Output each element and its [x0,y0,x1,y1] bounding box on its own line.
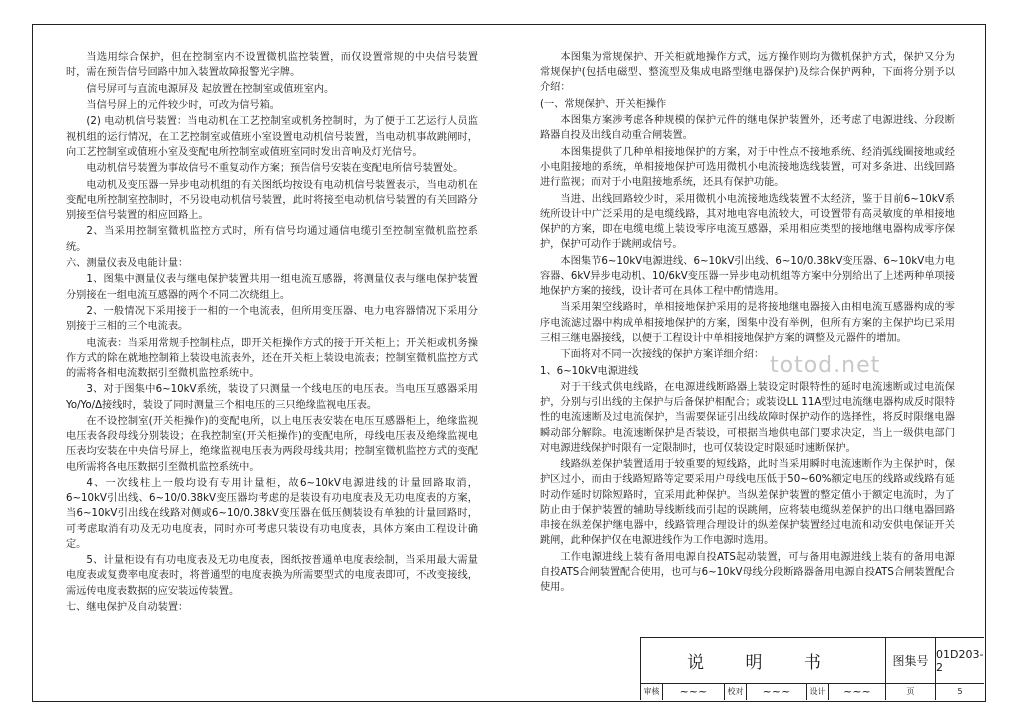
left-paragraph: 5、计量柜设有有功电度表及无功电度表，图纸按普通单电度表绘制，当采用最大需量电度表或复费率电度表时，将普通型的电度表换为所需要型式的电度表即可，不改变接线，需远传电度表数据的应安装远传装置。 [66,555,478,597]
right-paragraph: 本图集节6~10kV电源进线、6~10kV引出线、6~10/0.38kV变压器、6~10kV电力电容器、6kV异步电动机、10/6kV变压器一异步电动机组等方案中分别给出了上述两种单项接地保护方案的接线，设计者可在具体工程中酌情选用。 [540,255,955,297]
left-paragraph: 电动机及变压器一异步电动机组的有关图纸均按设有电动机信号装置表示，当电动机在变配电所控制室控制时，不另设电动机信号装置，此时将接至电动机信号装置的有关回路分别接至信号装置的相应回路上。 [66,179,478,221]
document-title: 说 明 书 [641,638,886,683]
check-signature: ~~~ [747,683,807,700]
review-signature: ~~~ [663,683,725,700]
left-paragraph: 在不设控制室(开关柜操作)的变配电所，以上电压表安装在电压互感器柜上，绝缘监视电压表各段母线分别装设；在我控制室(开关柜操作)的变配电所，母线电压表及绝缘监视电压表均安装在中央信号屏上，绝缘监视电压表为两段母线共用；控制室微机监控方式的变配电所需将各电压数据引至微机监控系统中。 [66,415,478,473]
left-paragraph: 1、图集中测量仪表与继电保护装置共用一组电流互感器，将测量仪表与继电保护装置分别接在一组电流互感器的两个不同二次绕组上。 [66,274,478,301]
left-column [66,50,478,616]
right-paragraph: 线路纵差保护装置适用于较重要的短线路，此时当采用瞬时电流速断作为主保护时，保护区过小，而由于线路短路等定要采用户母线电压低于50~60%额定电压的线路或线路有延时动作延时切除短路时，宜采用此种保护。当纵差保护装置的整定值小于额定电流时，为了防止由于保护装置的辅助导线断线而引起的误跳闸，应将装电缆纵差保护的出口继电器回路串接在纵差保护继电器中，线路管理合理设计的纵差保护装置经过电流和动安供电保证开关跳闸，此种保护仅在电源进线作为工作电源时选用。 [540,459,955,547]
right-paragraph: 当进、出线回路较少时，采用微机小电流接地选线装置不太经济，鉴于目前6~10kV系统所设计中广泛采用的是电缆线路，其对地电容电流较大，可设置带有高灵敏度的单相接地保护的方案，即在电缆电缆上装设零序电流互感器，采用相应类型的接地继电器构成零序保护，保护可动作于跳闸或信号。 [540,193,955,251]
left-paragraph: (2) 电动机信号装置：当电动机在工艺控制室或机务控制时，为了便于工艺运行人员监视机组的运行情况，在工艺控制室或值班小室设置电动机信号装置，当电动机事故跳闸时，向工艺控制室或值班小室及变配电所控制室或值班室同时发出音响及灯光信号。 [66,116,478,158]
section-heading: 1、6~10kV电源进线 [540,365,639,377]
title-block-top-row [641,638,984,684]
left-paragraph: 2、当采用控制室微机监控方式时，所有信号均通过通信电缆引至控制室微机监控系统。 [66,226,478,253]
watermark-text: totod.net [770,353,881,378]
section-heading: 七、继电保护及自动装置： [66,601,189,613]
left-paragraph: 2、一般情况下采用接于一相的一个电流表，但所用变压器、电力电容器情况下采用分别接于三相的三个电流表。 [66,305,478,333]
atlas-number-value: 01D203-2 [936,647,984,674]
left-paragraph: 3、对于图集中6~10kV系统，装设了只测量一个线电压的电压表。当电压互感器采用Yo/Yo/Δ接线时，装设了同时测量三个相电压的三只绝缘监视电压表。 [66,384,478,411]
left-paragraph: 当信号屏上的元件较少时，可改为信号箱。 [86,99,280,111]
right-paragraph: 下面将对不同一次接线的保护方案详细介绍： [560,349,765,361]
design-label: 设计 [807,683,829,700]
right-paragraph: 当采用架空线路时，单相接地保护采用的是将接地继电器接入由相电流互感器构成的零序电流滤过器中构成单相接地保护的方案，图集中没有举例，但所有方案的主保护均已采用三相三继电器接线，以便于工程设计中单相接地保护方案的调整及元器件的增加。 [540,302,955,344]
design-signature: ~~~ [829,683,886,700]
title-block-sign-row [641,683,984,700]
page-number: 5 [957,687,963,696]
right-paragraph: 本图集方案涉考虑各种规模的保护元件的继电保护装置外，还考虑了电源进线、分段断路器自投及出线自动重合闸装置。 [540,115,955,142]
page-label: 页 [886,683,936,700]
right-paragraph: 工作电源进线上装有备用电源自投ATS起动装置，可与备用电源进线上装有的备用电源自投ATS合闸装置配合使用，也可与6~10kV母线分段断路器备用电源自投ATS合闸装置配合使用。 [540,551,955,593]
left-paragraph: 信号屏可与直流电源屏及 起放置在控制室或值班室内。 [86,83,335,95]
left-paragraph: 当选用综合保护，但在控制室内不设置微机监控装置，而仅设置常规的中央信号装置时，需在预告信号回路中加入装置故障报警光字牌。 [66,52,478,79]
atlas-number-label: 图集号 [886,638,936,683]
title-block [640,637,984,700]
left-paragraph: 电动机信号装置为事故信号不重复动作方案；预告信号安装在变配电所信号装置处。 [86,163,464,175]
review-label: 审核 [641,683,663,700]
right-column [540,50,955,596]
right-paragraph: 本图集为常规保护、开关柜就地操作方式，远方操作则均为微机保护方式，保护又分为常规保护(包括电磁型、整流型及集成电路型继电器保护)及综合保护两种，下面将分别予以介绍： [540,52,955,94]
check-label: 校对 [725,683,747,700]
right-paragraph: 对于干线式供电线路，在电源进线断路器上装设定时限特性的延时电流速断或过电流保护，分别与引出线的主保护与后备保护相配合；或装设LL 11A型过电流继电器构成反时限特性的电流速断及过电流保护，当需要保证引出线故障时保护动作的选择性，将反时限继电器瞬动部分解除。电流速断保护是否装设，可根据当地供电部门要求决定，当上一级供电部门对电源进线保护时限有一定限制时，也可仅装设定时限延时速断保护。 [540,381,955,454]
section-heading: (一、常规保护、开关柜操作 [540,98,667,110]
section-heading: 六、测量仪表及电能计量： [66,257,189,269]
right-paragraph: 本图集提供了几种单相接地保护的方案，对于中性点不接地系统、经消弧线圈接地或经小电阻接地的系统，单相接地保护可选用微机小电流接地选线装置，可对多条进、出线回路进行监视；而对于小电阻接地系统，还具有保护功能。 [540,146,955,189]
left-paragraph: 4、一次线柱上一般均设有专用计量柜，故6~10kV电源进线的计量回路取消，6~10kV引出线、6~10/0.38kV变压器均考虑的是装设有功电度表及无功电度表的方案，当6~10kV引出线在线路对侧或6~10/0.38kV变压器在低压侧装设有单独的计量回路时，可考虑取消有功及无功电度表，同时亦可考虑只装设有功电度表，具体方案由工程设计确定。 [66,477,478,550]
left-paragraph: 电流表：当采用常规手控制柱点，即开关柜操作方式的接于开关柜上；开关柜或机务操作方式的除在就地控制箱上装设电流表外，还在开关柜上装设电流表；控制室微机监控方式的需将各相电流数据引至微机监控系统中。 [66,337,478,379]
